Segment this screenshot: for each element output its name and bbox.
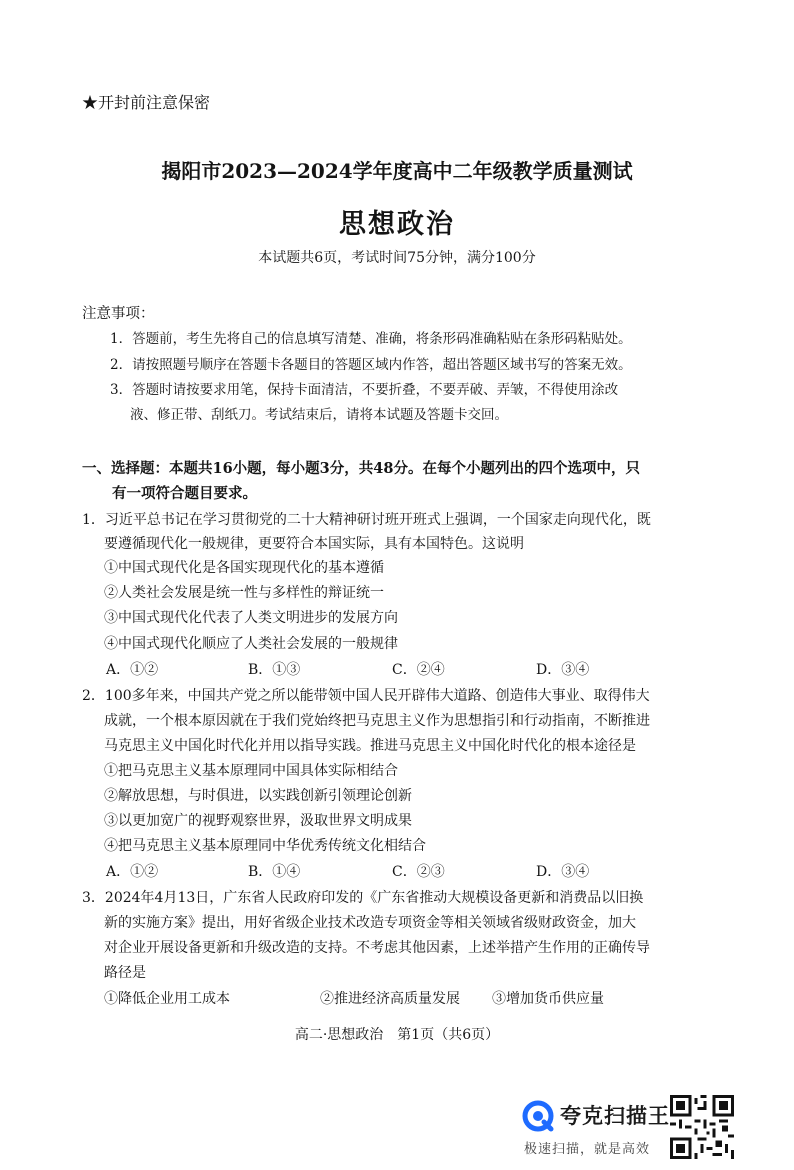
question-1-stem: 要遵循现代化一般规律，更要符合本国实际，具有本国特色。这说明 [104, 536, 524, 552]
question-2-stem: 2．100多年来，中国共产党之所以能带领中国人民开辟伟大道路、创造伟大事业、取得伟大 [82, 688, 650, 704]
note-item: 1．答题前，考生先将自己的信息填写清楚、准确，将条形码准确粘贴在条形码粘贴处。 [110, 331, 632, 347]
question-2-option-a[interactable]: A．①② [106, 864, 159, 880]
question-2-item: ①把马克思主义基本原理同中国具体实际相结合 [104, 763, 398, 779]
note-item: 液、修正带、刮纸刀。考试结束后，请将本试题及答题卡交回。 [130, 407, 508, 423]
note-item: 3．答题时请按要求用笔，保持卡面清洁，不要折叠，不要弄破、弄皱，不得使用涂改 [110, 382, 619, 398]
question-2-option-b[interactable]: B．①④ [248, 864, 301, 880]
question-2-stem: 马克思主义中国化时代化并用以指导实践。推进马克思主义中国化时代化的根本途径是 [104, 738, 636, 754]
qr-code-icon [670, 1095, 734, 1159]
question-3-item: ①降低企业用工成本 [104, 991, 230, 1007]
note-item: 2．请按照题号顺序在答题卡各题目的答题区域内作答，超出答题区域书写的答案无效。 [110, 357, 632, 373]
section-heading: 一、选择题：本题共16小题，每小题3分，共48分。在每个小题列出的四个选项中，只 [82, 460, 640, 477]
question-3-stem: 新的实施方案》提出，用好省级企业技术改造专项资金等相关领域省级财政资金，加大 [104, 915, 636, 931]
question-1-option-d[interactable]: D．③④ [536, 662, 590, 678]
question-2-item: ④把马克思主义基本原理同中华优秀传统文化相结合 [104, 838, 426, 854]
question-1-stem: 1．习近平总书记在学习贯彻党的二十大精神研讨班开班式上强调，一个国家走向现代化，既 [82, 512, 651, 528]
secret-notice: ★开封前注意保密 [82, 93, 211, 112]
question-3-item: ②推进经济高质量发展 [320, 991, 460, 1007]
scanner-brand-name: 夸克扫描王 [560, 1104, 670, 1128]
question-1-option-b[interactable]: B．①③ [248, 662, 301, 678]
question-1-option-a[interactable]: A．①② [106, 662, 159, 678]
subject-title: 思想政治 [339, 209, 455, 240]
question-3-stem: 对企业开展设备更新和升级改造的支持。不考虑其他因素，上述举措产生作用的正确传导 [104, 940, 650, 956]
scanner-slogan: 极速扫描，就是高效 [524, 1142, 651, 1157]
question-3-stem: 路径是 [104, 965, 146, 981]
question-1-item: ③中国式现代化代表了人类文明进步的发展方向 [104, 610, 398, 626]
notes-heading: 注意事项： [82, 306, 155, 322]
question-1-item: ②人类社会发展是统一性与多样性的辩证统一 [104, 585, 384, 601]
scanner-logo-icon [522, 1100, 554, 1132]
question-2-option-d[interactable]: D．③④ [536, 864, 590, 880]
question-3-item: ③增加货币供应量 [492, 991, 604, 1007]
question-2-option-c[interactable]: C．②③ [392, 864, 445, 880]
question-2-stem: 成就，一个根本原因就在于我们党始终把马克思主义作为思想指引和行动指南，不断推进 [104, 713, 650, 729]
question-2-item: ②解放思想，与时俱进，以实践创新引领理论创新 [104, 788, 412, 804]
question-1-option-c[interactable]: C．②④ [392, 662, 445, 678]
exam-title: 揭阳市2023—2024学年度高中二年级教学质量测试 [161, 159, 633, 183]
question-2-item: ③以更加宽广的视野观察世界，汲取世界文明成果 [104, 813, 412, 829]
question-1-item: ①中国式现代化是各国实现现代化的基本遵循 [104, 560, 384, 576]
question-1-item: ④中国式现代化顺应了人类社会发展的一般规律 [104, 636, 398, 652]
exam-info: 本试题共6页，考试时间75分钟，满分100分 [258, 250, 536, 266]
page-footer: 高二·思想政治 第1页（共6页） [294, 1027, 500, 1043]
question-3-stem: 3．2024年4月13日，广东省人民政府印发的《广东省推动大规模设备更新和消费品以旧换 [82, 890, 644, 906]
scanner-watermark [520, 1098, 794, 1170]
section-heading-cont: 有一项符合题目要求。 [112, 485, 257, 502]
